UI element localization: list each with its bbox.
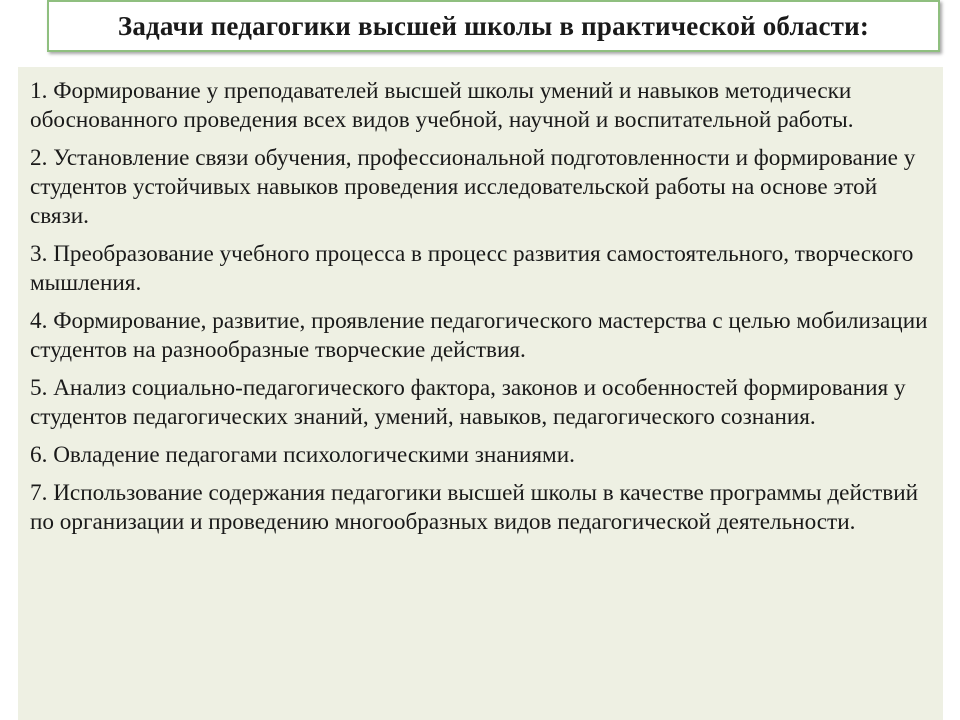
content-box [18,67,943,720]
title-box [47,0,940,52]
list-item-5: 5. Анализ социально-педагогического фактора, законов и особенностей формирования у студентов педагогических знаний, умений, навыков, педагогического сознания. [30,375,906,430]
list-item-6: 6. Овладение педагогами психологическими знаниями. [30,442,575,468]
list-item-7: 7. Использование содержания педагогики высшей школы в качестве программы действий по организации и проведению многообразных видов педагогической деятельности. [30,480,919,535]
list-item-3: 3. Преобразование учебного процесса в процесс развития самостоятельного, творческого мышления. [30,241,914,296]
list-item-2: 2. Установление связи обучения, профессиональной подготовленности и формирование у студентов устойчивых навыков проведения исследовательской работы на основе этой связи. [30,145,916,229]
list-item-4: 4. Формирование, развитие, проявление педагогического мастерства с целью мобилизации студентов на разнообразные творческие действия. [30,308,928,363]
list-item-1: 1. Формирование у преподавателей высшей школы умений и навыков методически обоснованного проведения всех видов учебной, научной и воспитательной работы. [30,78,854,133]
slide-title: Задачи педагогики высшей школы в практической области: [117,10,870,41]
